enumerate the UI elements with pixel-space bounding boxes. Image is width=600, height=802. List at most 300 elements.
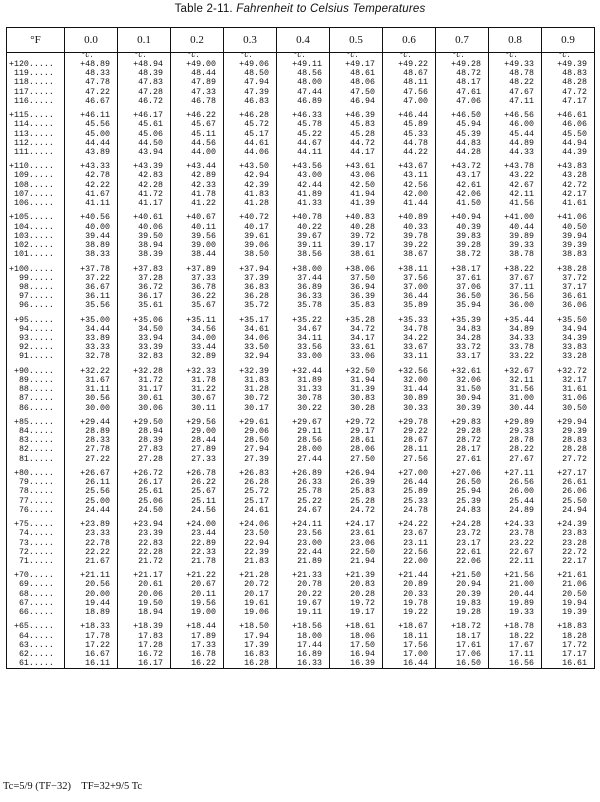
- celsius-value: 37.17: [557, 282, 587, 292]
- leader-dots: .....: [28, 240, 54, 250]
- celsius-value: 48.39: [133, 69, 163, 79]
- celsius-value: 29.11: [292, 427, 322, 437]
- celsius-value: 25.72: [239, 487, 269, 497]
- celsius-value: 26.11: [80, 478, 110, 488]
- fahrenheit-value: 74.....: [9, 529, 54, 539]
- celsius-cell: [383, 464, 436, 515]
- celsius-value: +46.33: [292, 111, 322, 121]
- fahrenheit-cell: [7, 53, 65, 106]
- col-header-fahrenheit: °F: [7, 28, 65, 53]
- celsius-value: 46.94: [345, 96, 375, 106]
- celsius-value: 17.11: [504, 649, 534, 659]
- leader-dots: .....: [28, 487, 54, 497]
- fahrenheit-value: 78.....: [9, 487, 54, 497]
- fahrenheit-cell: [7, 464, 65, 515]
- celsius-cell: [171, 464, 224, 515]
- celsius-value: +46.44: [398, 111, 428, 121]
- fahrenheit-cell: [7, 310, 65, 361]
- celsius-cell: [489, 208, 542, 259]
- celsius-value: 48.61: [345, 69, 375, 79]
- fahrenheit-value: 93.....: [9, 334, 54, 343]
- celsius-value: 28.11: [398, 445, 428, 455]
- celsius-cell: [436, 310, 489, 361]
- col-header-0-9: 0.9: [542, 28, 595, 53]
- celsius-value: 30.78: [292, 394, 322, 404]
- celsius-value: 33.44: [186, 343, 216, 353]
- celsius-value: 39.56: [186, 231, 216, 241]
- celsius-value: 28.72: [451, 436, 481, 446]
- celsius-cell: [330, 464, 383, 515]
- celsius-value: 34.78: [398, 324, 428, 334]
- fahrenheit-value: 84.....: [9, 427, 54, 437]
- celsius-value: 48.00: [292, 78, 322, 88]
- celsius-value: 28.33: [80, 436, 110, 446]
- celsius-value: 44.94: [557, 138, 587, 148]
- celsius-value: 39.39: [557, 240, 587, 250]
- celsius-value: 39.61: [239, 231, 269, 241]
- celsius-value: 45.22: [292, 129, 322, 139]
- celsius-value: 45.67: [186, 120, 216, 130]
- celsius-value: +40.89: [398, 213, 428, 223]
- celsius-value: 22.94: [239, 538, 269, 548]
- celsius-value: +48.94: [133, 60, 163, 69]
- celsius-value: 24.61: [239, 505, 269, 515]
- celsius-cell: [65, 106, 118, 157]
- leader-dots: .....: [28, 250, 54, 260]
- celsius-value: 27.72: [557, 454, 587, 464]
- celsius-value: 16.33: [292, 659, 322, 669]
- celsius-value: +40.83: [345, 213, 375, 223]
- celsius-value: 34.72: [345, 324, 375, 334]
- celsius-value: 32.94: [239, 352, 269, 362]
- leader-dots: .....: [28, 87, 54, 97]
- celsius-value: 18.28: [557, 631, 587, 641]
- celsius-value: 17.67: [504, 640, 534, 650]
- leader-dots: .....: [28, 301, 54, 311]
- celsius-value: +49.28: [451, 60, 481, 69]
- celsius-value: 35.56: [80, 301, 110, 311]
- celsius-value: 29.28: [451, 427, 481, 437]
- celsius-value: 33.50: [239, 343, 269, 353]
- celsius-value: 31.00: [504, 394, 534, 404]
- celsius-value: 47.72: [557, 87, 587, 97]
- celsius-value: 38.94: [133, 240, 163, 250]
- celsius-value: 44.00: [186, 147, 216, 157]
- celsius-value: 40.50: [557, 222, 587, 232]
- fahrenheit-formula: TF=32+9/5 Tc: [81, 781, 143, 792]
- fahrenheit-value: 94.....: [9, 324, 54, 334]
- celsius-value: 21.06: [557, 580, 587, 590]
- celsius-cell: [489, 157, 542, 208]
- celsius-cell: [277, 617, 330, 669]
- celsius-cell: [542, 259, 595, 310]
- celsius-value: 29.17: [345, 427, 375, 437]
- col-header-0-1: 0.1: [118, 28, 171, 53]
- celsius-value: 44.28: [451, 147, 481, 157]
- celsius-value: 42.72: [557, 180, 587, 190]
- celsius-value: +46.39: [345, 111, 375, 121]
- celsius-value: 29.39: [557, 427, 587, 437]
- fahrenheit-value: +115.....: [9, 111, 54, 121]
- celsius-value: 39.94: [557, 231, 587, 241]
- celsius-cell: [542, 464, 595, 515]
- celsius-cell: [277, 515, 330, 566]
- celsius-value: 18.17: [451, 631, 481, 641]
- celsius-formula: Tc=5/9 (TF−32): [3, 781, 71, 792]
- celsius-value: 25.61: [133, 487, 163, 497]
- celsius-value: 27.56: [398, 454, 428, 464]
- celsius-value: 44.33: [504, 147, 534, 157]
- row-group: [7, 208, 595, 259]
- leader-dots: .....: [28, 547, 54, 557]
- celsius-value: +46.11: [80, 111, 110, 121]
- celsius-value: 43.22: [504, 171, 534, 181]
- celsius-value: +18.44: [186, 622, 216, 632]
- celsius-value: 36.06: [557, 301, 587, 311]
- celsius-value: 37.06: [451, 282, 481, 292]
- celsius-value: 16.50: [451, 659, 481, 669]
- celsius-cell: [65, 157, 118, 208]
- celsius-value: 21.00: [504, 580, 534, 590]
- celsius-cell: [224, 515, 277, 566]
- celsius-value: 34.67: [292, 324, 322, 334]
- celsius-value: 28.83: [557, 436, 587, 446]
- leader-dots: .....: [28, 96, 54, 106]
- celsius-value: 45.83: [345, 120, 375, 130]
- celsius-value: +18.50: [239, 622, 269, 632]
- leader-dots: .....: [28, 529, 54, 539]
- celsius-value: 22.89: [186, 538, 216, 548]
- leader-dots: .....: [28, 385, 54, 395]
- celsius-cell: [383, 617, 436, 669]
- celsius-value: 44.11: [292, 147, 322, 157]
- celsius-cell: [65, 208, 118, 259]
- celsius-value: 36.83: [239, 282, 269, 292]
- celsius-value: 45.44: [504, 129, 534, 139]
- celsius-value: +24.00: [186, 520, 216, 530]
- leader-dots: .....: [28, 538, 54, 548]
- celsius-value: 36.44: [398, 292, 428, 302]
- celsius-value: +46.28: [239, 111, 269, 121]
- leader-dots: .....: [28, 315, 54, 325]
- celsius-value: 33.39: [133, 343, 163, 353]
- row-group: [7, 617, 595, 669]
- celsius-value: 23.56: [292, 529, 322, 539]
- celsius-value: 36.33: [292, 292, 322, 302]
- celsius-cell: [489, 464, 542, 515]
- celsius-value: 30.50: [557, 403, 587, 413]
- celsius-cell: [224, 617, 277, 669]
- celsius-value: 21.78: [186, 556, 216, 566]
- celsius-value: +35.44: [504, 315, 534, 325]
- celsius-value: +49.33: [504, 60, 534, 69]
- row-group: [7, 310, 595, 361]
- celsius-value: 34.61: [239, 324, 269, 334]
- celsius-cell: [383, 362, 436, 413]
- celsius-value: 34.94: [557, 324, 587, 334]
- celsius-value: 45.72: [239, 120, 269, 130]
- celsius-value: 25.94: [451, 487, 481, 497]
- celsius-value: +49.22: [398, 60, 428, 69]
- leader-dots: .....: [28, 454, 54, 464]
- celsius-value: 19.72: [345, 598, 375, 608]
- celsius-value: 45.56: [80, 120, 110, 130]
- celsius-value: 25.78: [292, 487, 322, 497]
- celsius-cell: [542, 617, 595, 669]
- col-header-0-2: 0.2: [171, 28, 224, 53]
- celsius-value: 28.50: [239, 436, 269, 446]
- celsius-value: +35.39: [451, 315, 481, 325]
- celsius-value: 41.56: [504, 199, 534, 208]
- celsius-value: 45.00: [80, 129, 110, 139]
- celsius-value: 17.50: [345, 640, 375, 650]
- celsius-value: 42.89: [186, 171, 216, 181]
- celsius-cell: [277, 157, 330, 208]
- celsius-value: 23.39: [133, 529, 163, 539]
- celsius-value: 44.39: [557, 147, 587, 157]
- celsius-value: 34.33: [504, 334, 534, 343]
- celsius-value: 39.22: [398, 240, 428, 250]
- celsius-value: +37.78: [80, 264, 110, 274]
- celsius-cell: [489, 53, 542, 106]
- celsius-value: 37.11: [504, 282, 534, 292]
- celsius-value: 42.22: [80, 180, 110, 190]
- table-number: Table 2-11.: [174, 3, 233, 15]
- celsius-value: +18.78: [504, 622, 534, 632]
- fahrenheit-value: +105.....: [9, 213, 54, 223]
- row-group: [7, 53, 595, 106]
- celsius-cell: [489, 259, 542, 310]
- celsius-value: +26.83: [239, 469, 269, 478]
- celsius-value: 16.17: [133, 659, 163, 669]
- celsius-value: 16.89: [292, 649, 322, 659]
- leader-dots: .....: [28, 69, 54, 79]
- celsius-value: +29.72: [345, 417, 375, 427]
- celsius-value: +29.83: [451, 417, 481, 427]
- leader-dots: .....: [28, 222, 54, 232]
- fahrenheit-value: +95.....: [9, 315, 54, 325]
- celsius-value: 43.28: [557, 171, 587, 181]
- celsius-value: 24.89: [504, 505, 534, 515]
- celsius-value: 25.67: [186, 487, 216, 497]
- celsius-cell: [489, 566, 542, 617]
- leader-dots: .....: [28, 417, 54, 427]
- celsius-value: 31.22: [186, 385, 216, 395]
- celsius-value: 41.61: [557, 199, 587, 208]
- celsius-value: +49.00: [186, 60, 216, 69]
- celsius-value: 30.89: [398, 394, 428, 404]
- fahrenheit-value: 72.....: [9, 547, 54, 557]
- celsius-value: +40.94: [451, 213, 481, 223]
- celsius-cell: [436, 566, 489, 617]
- celsius-cell: [171, 515, 224, 566]
- celsius-value: 25.06: [133, 496, 163, 506]
- celsius-value: 38.50: [239, 250, 269, 260]
- leader-dots: .....: [28, 631, 54, 641]
- celsius-value: 20.67: [186, 580, 216, 590]
- celsius-value: 48.11: [398, 78, 428, 88]
- fahrenheit-value: 97.....: [9, 292, 54, 302]
- celsius-value: +49.11: [292, 60, 322, 69]
- celsius-value: 36.78: [186, 282, 216, 292]
- celsius-cell: [224, 362, 277, 413]
- celsius-value: +48.89: [80, 60, 110, 69]
- celsius-value: 27.89: [186, 445, 216, 455]
- leader-dots: .....: [28, 556, 54, 566]
- celsius-value: 19.00: [186, 608, 216, 617]
- celsius-value: 44.61: [239, 138, 269, 148]
- fahrenheit-value: 111.....: [9, 147, 54, 157]
- header-row: [7, 28, 595, 53]
- celsius-value: 42.61: [451, 180, 481, 190]
- celsius-value: 22.17: [557, 556, 587, 566]
- celsius-value: 37.56: [398, 273, 428, 283]
- celsius-cell: [171, 53, 224, 106]
- celsius-value: +21.28: [239, 571, 269, 581]
- fahrenheit-value: 92.....: [9, 343, 54, 353]
- celsius-value: 31.56: [504, 385, 534, 395]
- leader-dots: .....: [28, 366, 54, 376]
- celsius-value: 37.39: [239, 273, 269, 283]
- leader-dots: .....: [28, 394, 54, 404]
- celsius-value: 22.33: [186, 547, 216, 557]
- celsius-value: 26.61: [557, 478, 587, 488]
- celsius-value: 25.17: [239, 496, 269, 506]
- celsius-value: 41.17: [133, 199, 163, 208]
- fahrenheit-value: 108.....: [9, 180, 54, 190]
- celsius-value: 20.33: [398, 589, 428, 599]
- celsius-cell: [171, 157, 224, 208]
- celsius-value: +43.33: [80, 162, 110, 172]
- celsius-cell: [436, 515, 489, 566]
- celsius-value: 30.33: [398, 403, 428, 413]
- celsius-value: 33.28: [557, 352, 587, 362]
- conversion-formulas: [3, 781, 142, 792]
- celsius-value: 47.22: [80, 87, 110, 97]
- celsius-value: 19.61: [239, 598, 269, 608]
- celsius-cell: [330, 413, 383, 464]
- celsius-value: 43.94: [133, 147, 163, 157]
- celsius-cell: [224, 106, 277, 157]
- unit-label: °C.: [452, 52, 465, 60]
- leader-dots: .....: [28, 478, 54, 488]
- celsius-value: 17.56: [398, 640, 428, 650]
- celsius-value: 25.56: [80, 487, 110, 497]
- celsius-value: 33.56: [292, 343, 322, 353]
- celsius-value: 38.72: [451, 250, 481, 260]
- celsius-value: 23.17: [451, 538, 481, 548]
- celsius-cell: [65, 310, 118, 361]
- celsius-value: 24.67: [292, 505, 322, 515]
- celsius-value: 20.61: [133, 580, 163, 590]
- celsius-value: 32.06: [451, 375, 481, 385]
- fahrenheit-value: 96.....: [9, 301, 54, 311]
- celsius-value: 25.33: [398, 496, 428, 506]
- celsius-value: 30.17: [239, 403, 269, 413]
- celsius-value: 38.39: [133, 250, 163, 260]
- celsius-cell: [542, 362, 595, 413]
- leader-dots: .....: [28, 324, 54, 334]
- celsius-value: 46.00: [504, 120, 534, 130]
- celsius-value: 48.44: [186, 69, 216, 79]
- celsius-value: 25.11: [186, 496, 216, 506]
- celsius-value: 29.33: [504, 427, 534, 437]
- celsius-value: 46.83: [239, 96, 269, 106]
- celsius-value: 31.61: [557, 385, 587, 395]
- celsius-value: +32.56: [398, 366, 428, 376]
- celsius-value: 42.56: [398, 180, 428, 190]
- celsius-value: 24.56: [186, 505, 216, 515]
- celsius-value: 40.33: [398, 222, 428, 232]
- celsius-value: 19.78: [398, 598, 428, 608]
- celsius-value: 47.44: [292, 87, 322, 97]
- celsius-value: +40.72: [239, 213, 269, 223]
- celsius-value: 47.06: [451, 96, 481, 106]
- celsius-value: 47.78: [80, 78, 110, 88]
- celsius-cell: [171, 362, 224, 413]
- celsius-value: 17.61: [451, 640, 481, 650]
- celsius-cell: [383, 566, 436, 617]
- celsius-value: 47.17: [557, 96, 587, 106]
- celsius-value: +29.44: [80, 417, 110, 427]
- celsius-value: 20.22: [292, 589, 322, 599]
- celsius-value: 35.72: [239, 301, 269, 311]
- leader-dots: .....: [28, 505, 54, 515]
- celsius-value: 33.94: [133, 334, 163, 343]
- celsius-value: 19.50: [133, 598, 163, 608]
- celsius-cell: [489, 362, 542, 413]
- celsius-value: 25.50: [557, 496, 587, 506]
- leader-dots: .....: [28, 273, 54, 283]
- celsius-value: 30.28: [345, 403, 375, 413]
- celsius-value: +35.06: [133, 315, 163, 325]
- fahrenheit-value: 67.....: [9, 598, 54, 608]
- celsius-value: +41.06: [557, 213, 587, 223]
- celsius-value: 45.28: [345, 129, 375, 139]
- celsius-cell: [65, 413, 118, 464]
- celsius-cell: [542, 208, 595, 259]
- celsius-value: 48.17: [451, 78, 481, 88]
- celsius-value: 46.72: [133, 96, 163, 106]
- celsius-cell: [277, 413, 330, 464]
- celsius-value: 38.83: [557, 250, 587, 260]
- celsius-value: 19.44: [80, 598, 110, 608]
- celsius-cell: [224, 259, 277, 310]
- celsius-value: 26.56: [504, 478, 534, 488]
- celsius-value: 18.22: [504, 631, 534, 641]
- celsius-value: 34.89: [504, 324, 534, 334]
- celsius-value: 33.22: [504, 352, 534, 362]
- celsius-value: 31.39: [345, 385, 375, 395]
- celsius-value: +43.83: [557, 162, 587, 172]
- celsius-value: +18.39: [133, 622, 163, 632]
- celsius-value: 44.50: [133, 138, 163, 148]
- celsius-value: 22.06: [451, 556, 481, 566]
- row-group: [7, 106, 595, 157]
- celsius-value: +21.22: [186, 571, 216, 581]
- celsius-value: +38.22: [504, 264, 534, 274]
- celsius-value: +35.17: [239, 315, 269, 325]
- celsius-value: 25.44: [504, 496, 534, 506]
- celsius-value: 17.94: [239, 631, 269, 641]
- fahrenheit-value: 82.....: [9, 445, 54, 455]
- celsius-value: 46.78: [186, 96, 216, 106]
- celsius-value: 42.50: [345, 180, 375, 190]
- celsius-value: 35.83: [345, 301, 375, 311]
- row-group: [7, 515, 595, 566]
- celsius-value: +38.17: [451, 264, 481, 274]
- celsius-value: +23.89: [80, 520, 110, 530]
